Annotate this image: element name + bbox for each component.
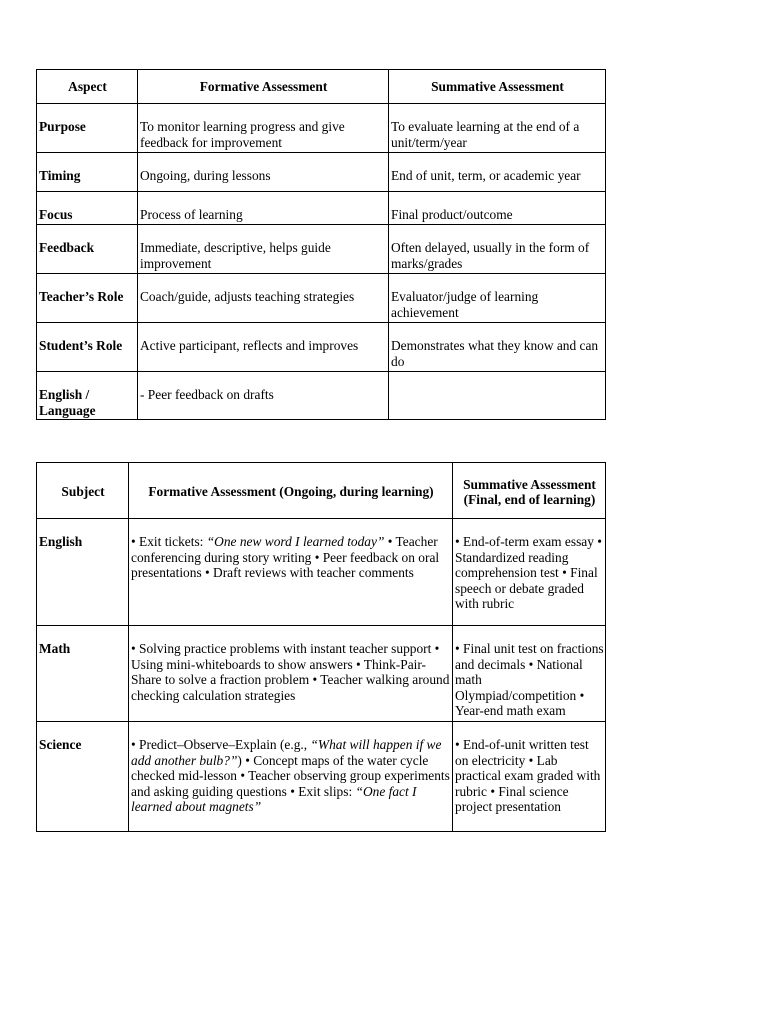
formative-cell: - Peer feedback on drafts [138, 372, 389, 420]
formative-cell: Coach/guide, adjusts teaching strategies [138, 274, 389, 323]
subject-cell: Math [37, 626, 129, 722]
formative-cell [129, 519, 453, 626]
summative-cell: Often delayed, usually in the form of marks/grades [389, 225, 606, 274]
formative-text: ) • Concept maps of the water cycle checked mid-lesson • Teacher observing group experiments and asking guiding questions • Exit slips: [131, 752, 450, 799]
formative-text: • Solving practice problems with instant teacher support • Using mini-whiteboards to show answers • Think-Pair-Share to solve a fraction problem • Teacher walking around checking calculation strategies [131, 641, 450, 703]
table-row [37, 104, 606, 153]
formative-text: • Teacher conferencing during story writing • Peer feedback on oral presentations • Draft reviews with teacher comments [131, 534, 440, 580]
formative-cell [129, 626, 453, 722]
aspect-cell: Feedback [37, 225, 138, 274]
comparison-table [36, 69, 606, 420]
subject-cell: English [37, 519, 129, 626]
formative-cell: Immediate, descriptive, helps guide improvement [138, 225, 389, 274]
table-row [37, 626, 606, 722]
table-row [37, 153, 606, 192]
example-quote: “One fact I learned about magnets” [131, 783, 417, 814]
summative-cell: • End-of-unit written test on electricity • Lab practical exam graded with rubric • Final science project presentation [453, 722, 606, 832]
summative-cell: • End-of-term exam essay • Standardized reading comprehension test • Final speech or debate graded with rubric [453, 519, 606, 626]
example-quote: “What will happen if we add another bulb?” [131, 737, 442, 768]
header-formative: Formative Assessment [138, 70, 389, 104]
summative-cell: End of unit, term, or academic year [389, 153, 606, 192]
aspect-cell: Focus [37, 192, 138, 225]
header-summative: Summative Assessment [389, 70, 606, 104]
header-summative: Summative Assessment (Final, end of learning) [453, 463, 606, 519]
subject-examples-table [36, 462, 606, 832]
summative-cell: Evaluator/judge of learning achievement [389, 274, 606, 323]
table-row [37, 519, 606, 626]
example-quote: “One new word I learned today” [206, 534, 385, 549]
table-header-row [37, 463, 606, 519]
table-row [37, 225, 606, 274]
header-subject: Subject [37, 463, 129, 519]
formative-cell: Ongoing, during lessons [138, 153, 389, 192]
formative-cell [129, 722, 453, 832]
header-aspect: Aspect [37, 70, 138, 104]
header-formative: Formative Assessment (Ongoing, during learning) [129, 463, 453, 519]
summative-cell: To evaluate learning at the end of a unit/term/year [389, 104, 606, 153]
formative-text: • Exit tickets: [131, 534, 207, 549]
subject-cell: Science [37, 722, 129, 832]
formative-cell: To monitor learning progress and give feedback for improvement [138, 104, 389, 153]
table-row [37, 274, 606, 323]
formative-cell: Active participant, reflects and improves [138, 323, 389, 372]
summative-cell [389, 372, 606, 420]
aspect-cell: Student’s Role [37, 323, 138, 372]
summative-cell: Demonstrates what they know and can do [389, 323, 606, 372]
summative-cell: Final product/outcome [389, 192, 606, 225]
table-row [37, 192, 606, 225]
formative-cell: Process of learning [138, 192, 389, 225]
aspect-cell: Purpose [37, 104, 138, 153]
summative-cell: • Final unit test on fractions and decimals • National math Olympiad/competition • Year-end math exam [453, 626, 606, 722]
table-row [37, 323, 606, 372]
aspect-cell: Timing [37, 153, 138, 192]
aspect-cell: Teacher’s Role [37, 274, 138, 323]
aspect-cell: English / Language [37, 372, 138, 420]
table-row [37, 372, 606, 420]
table-row [37, 722, 606, 832]
formative-text: • Predict–Observe–Explain (e.g., [131, 737, 311, 752]
table-header-row [37, 70, 606, 104]
